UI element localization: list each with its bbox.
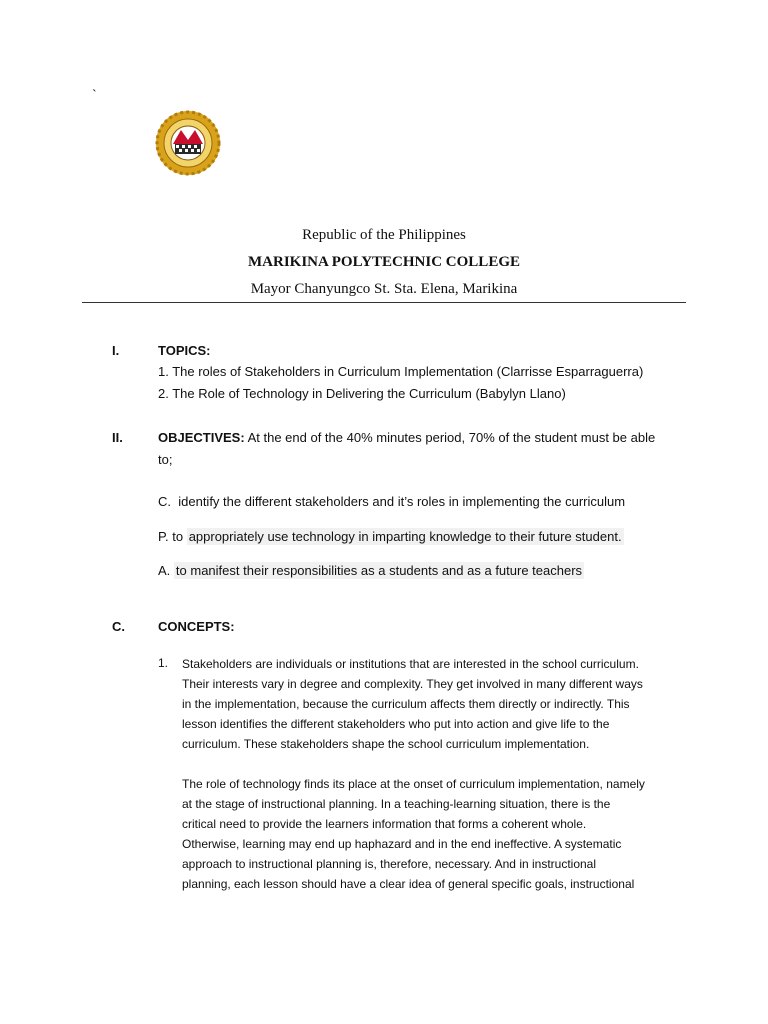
concepts-numeral: C. (112, 619, 125, 634)
objective-cognitive-text: identify the different stakeholders and it’s roles in implementing the curriculum (178, 494, 626, 509)
college-name: MARIKINA POLYTECHNIC COLLEGE (248, 254, 520, 270)
para2-line: approach to instructional planning is, therefore, necessary. And in instructional (182, 857, 597, 871)
objective-affective-text: to manifest their responsibilities as a students and as a future teachers (175, 563, 583, 578)
para2-line: The role of technology finds its place at the onset of curriculum implementation, namely (182, 777, 645, 791)
topics-numeral: I. (112, 343, 120, 358)
para2-line: critical need to provide the learners information that forms a coherent whole. (182, 817, 587, 831)
objectives-intro (158, 427, 698, 471)
para1-line: Stakeholders are individuals or institutions that are interested in the school curriculum. (182, 657, 639, 671)
para2-line: at the stage of instructional planning. In a teaching-learning situation, there is the (182, 797, 611, 811)
objective-cognitive-prefix: C. (158, 494, 171, 509)
objective-affective (158, 560, 584, 582)
country-heading: Republic of the Philippines (302, 227, 466, 243)
college-seal-icon (155, 110, 221, 176)
objective-affective-prefix: A. (158, 563, 171, 578)
concept-paragraph-2 (182, 774, 682, 894)
backtick-mark: ` (92, 88, 97, 103)
objective-psychomotor-prefix: P. to (158, 529, 184, 544)
topic-item-2: 2. The Role of Technology in Delivering the Curriculum (Babylyn Llano) (158, 386, 566, 401)
header-divider (82, 302, 686, 303)
para2-line: planning, each lesson should have a clear idea of general specific goals, instructional (182, 877, 635, 891)
college-address: Mayor Chanyungco St. Sta. Elena, Marikina (250, 281, 518, 297)
topics-label: TOPICS: (158, 343, 211, 358)
objectives-intro-line1: At the end of the 40% minutes period, 70% of the student must be able (247, 430, 656, 445)
para1-line: lesson identifies the different stakeholders who put into action and give life to the (182, 717, 610, 731)
para1-line: in the implementation, because the curriculum affects them directly or indirectly. This (182, 697, 630, 711)
objectives-label: OBJECTIVES: (158, 430, 245, 445)
objective-psychomotor-text: appropriately use technology in imparting knowledge to their future student. (188, 529, 622, 544)
objectives-numeral: II. (112, 430, 123, 445)
concepts-label: CONCEPTS: (158, 619, 235, 634)
concept-paragraph-1 (182, 654, 682, 754)
para1-line: curriculum. These stakeholders shape the school curriculum implementation. (182, 737, 590, 751)
para1-line: Their interests vary in degree and complexity. They get involved in many different ways (182, 677, 643, 691)
topic-item-1: 1. The roles of Stakeholders in Curriculum Implementation (Clarrisse Esparraguerra) (158, 364, 644, 379)
objectives-intro-line2: to; (158, 452, 173, 467)
para2-line: Otherwise, learning may end up haphazard and in the end ineffective. A systematic (182, 837, 622, 851)
objective-psychomotor (158, 526, 624, 548)
concept-item-number: 1. (158, 656, 169, 670)
objective-cognitive (158, 491, 625, 513)
